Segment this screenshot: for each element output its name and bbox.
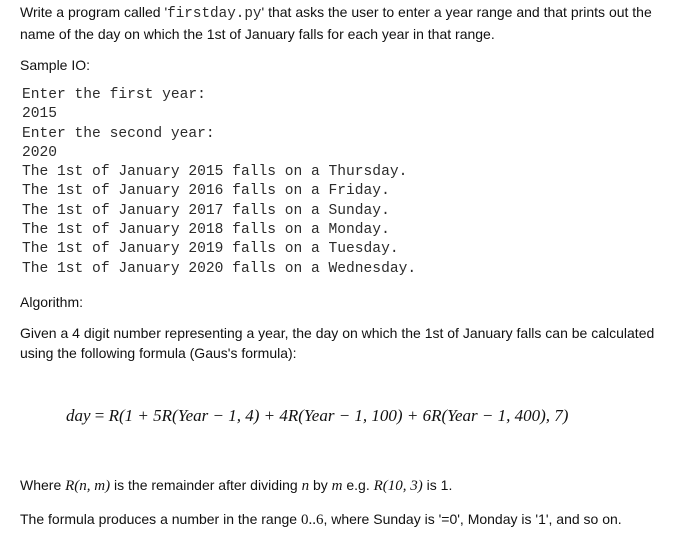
sample-io-line: 2015 bbox=[22, 106, 58, 123]
sample-io-line: Enter the first year: bbox=[22, 87, 206, 103]
where-text-2: is the remainder after dividing bbox=[110, 477, 302, 493]
remainder-expression: R(n, m) bbox=[65, 478, 111, 494]
program-filename: firstday.py bbox=[167, 6, 262, 22]
sample-io-line: The 1st of January 2016 falls on a Friday. bbox=[22, 183, 390, 200]
algorithm-description: Given a 4 digit number representing a year, the day on which the 1st of January falls can be calculated using the following formula (Gaus's formula): bbox=[20, 325, 655, 361]
range-description bbox=[20, 509, 680, 530]
intro-text-start: Write a program called ' bbox=[20, 4, 168, 20]
gauss-formula: day = R(1 + 5R(Year − 1, 4) + 4R(Year − 1, 100) + 6R(Year − 1, 400), 7) bbox=[66, 406, 569, 425]
where-text-5: is 1. bbox=[422, 477, 453, 493]
algorithm-heading: Algorithm: bbox=[20, 294, 84, 310]
range-expression: 0..6 bbox=[300, 512, 324, 528]
variable-n: n bbox=[301, 478, 310, 494]
sample-io-heading: Sample IO: bbox=[20, 57, 91, 73]
remainder-example: R(10, 3) bbox=[373, 478, 423, 494]
range-text-2: , where Sunday is '=0', Monday is '1', and so on. bbox=[323, 511, 622, 527]
where-text-4: e.g. bbox=[342, 477, 374, 493]
where-text-3: by bbox=[309, 477, 332, 493]
range-text-1: The formula produces a number in the range bbox=[20, 511, 301, 527]
sample-io-line: The 1st of January 2020 falls on a Wednesday. bbox=[22, 260, 417, 277]
sample-io-line: The 1st of January 2017 falls on a Sunday. bbox=[22, 202, 390, 219]
formula-lhs: day bbox=[66, 406, 91, 425]
remainder-definition bbox=[20, 475, 680, 496]
sample-io-line: The 1st of January 2019 falls on a Tuesday. bbox=[22, 241, 399, 258]
where-text-1: Where bbox=[20, 477, 66, 493]
intro-text-end: ' that asks the user to enter a year range and that prints out the name of the day on which the 1st of January falls for each year in that range. bbox=[20, 4, 652, 42]
sample-io-block bbox=[22, 86, 416, 279]
sample-io-line: The 1st of January 2018 falls on a Monday. bbox=[22, 222, 390, 239]
sample-io-line: The 1st of January 2015 falls on a Thursday. bbox=[22, 164, 408, 181]
intro-paragraph bbox=[20, 2, 680, 44]
sample-io-line: Enter the second year: bbox=[22, 125, 215, 142]
sample-io-line: 2020 bbox=[22, 144, 58, 161]
variable-m: m bbox=[331, 478, 343, 494]
formula-rhs: R(1 + 5R(Year − 1, 4) + 4R(Year − 1, 100) + 6R(Year − 1, 400), 7) bbox=[108, 406, 569, 425]
